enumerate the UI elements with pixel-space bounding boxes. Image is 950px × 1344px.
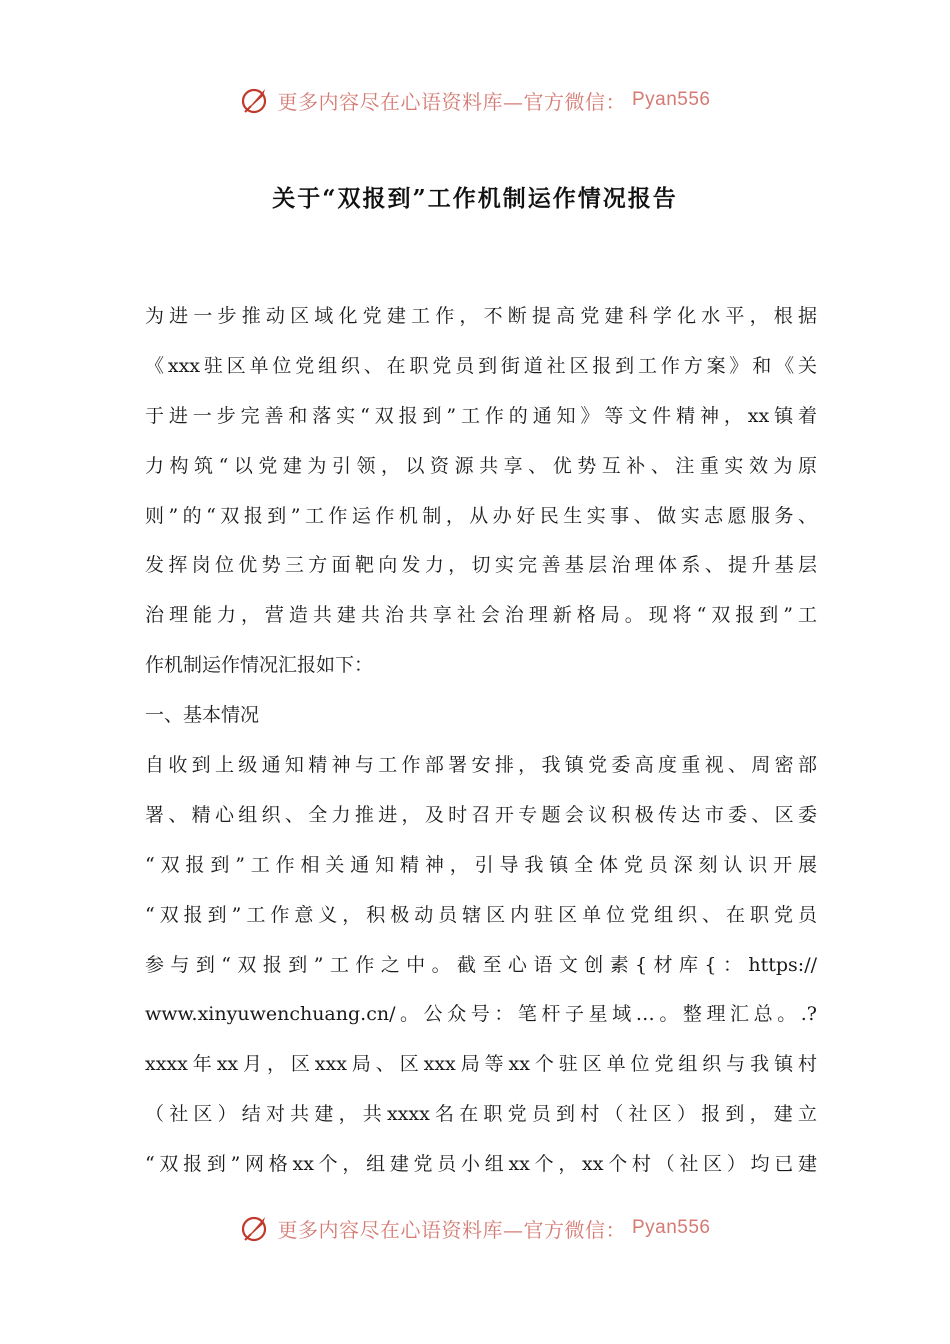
- body-line: www.xinyuwenchuang.cn/。公众号：笔杆子星域…。整理汇总。.?: [145, 1003, 817, 1026]
- document-body: [145, 292, 817, 1190]
- watermark-text: 更多内容尽在心语资料库—官方微信：: [277, 1217, 626, 1242]
- body-line: 治理能力，营造共建共治共享社会治理新格局。现将“双报到”工: [145, 604, 817, 627]
- body-line: 《xxx驻区单位党组织、在职党员到街道社区报到工作方案》和《关: [145, 354, 817, 377]
- quill-logo-icon: [239, 84, 271, 116]
- body-line: 参与到“双报到”工作之中。截至心语文创素{材库{：https://: [145, 953, 817, 976]
- body-line: 署、精心组织、全力推进，及时召开专题会议积极传达市委、区委: [145, 803, 817, 826]
- watermark-text: 更多内容尽在心语资料库—官方微信：: [277, 89, 626, 114]
- body-line: “双报到”网格xx个，组建党员小组xx个，xx个村（社区）均已建: [145, 1153, 817, 1176]
- body-line: “双报到”工作意义，积极动员辖区内驻区单位党组织、在职党员: [145, 903, 817, 926]
- body-line: 于进一步完善和落实“双报到”工作的通知》等文件精神，xx镇着: [145, 404, 817, 427]
- watermark-footer: [0, 1212, 950, 1244]
- body-line: 为进一步推动区域化党建工作，不断提高党建科学化水平，根据: [145, 305, 817, 327]
- body-line: “双报到”工作相关通知精神，引导我镇全体党员深刻认识开展: [145, 853, 817, 876]
- body-line: 则”的“双报到”工作运作机制，从办好民生实事、做实志愿服务、: [145, 504, 817, 527]
- watermark-wechat-id: Pyan556: [631, 1217, 711, 1238]
- section-heading: 一、基本情况: [145, 704, 260, 727]
- body-line: （社区）结对共建，共xxxx名在职党员到村（社区）报到，建立: [145, 1103, 817, 1126]
- watermark-header: [0, 84, 950, 116]
- body-line: 发挥岗位优势三方面靶向发力，切实完善基层治理体系、提升基层: [145, 554, 817, 577]
- body-line: xxxx年xx月，区xxx局、区xxx局等xx个驻区单位党组织与我镇村: [145, 1053, 817, 1076]
- watermark-wechat-id: Pyan556: [631, 89, 711, 110]
- body-line: 自收到上级通知精神与工作部署安排，我镇党委高度重视、周密部: [145, 754, 817, 777]
- quill-logo-icon: [239, 1212, 271, 1244]
- body-line: 作机制运作情况汇报如下：: [145, 654, 374, 677]
- document-title: 关于“双报到”工作机制运作情况报告: [272, 185, 678, 212]
- body-line: 力构筑“以党建为引领，以资源共享、优势互补、注重实效为原: [145, 454, 817, 477]
